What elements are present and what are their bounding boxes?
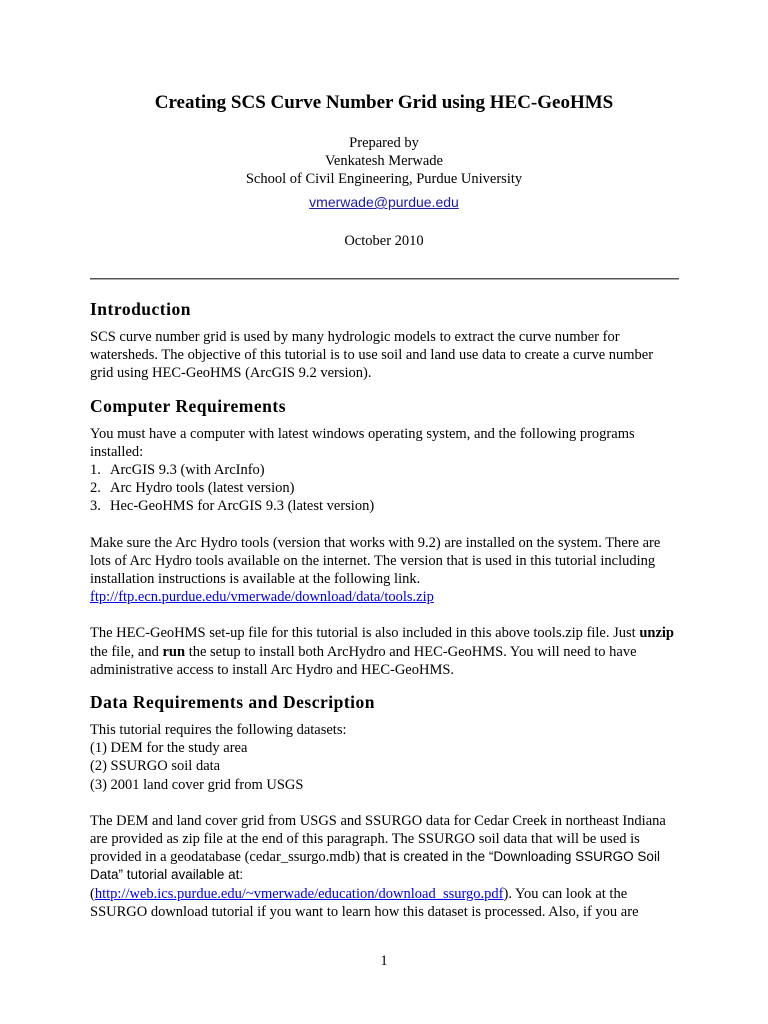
list-item: 1. ArcGIS 9.3 (with ArcInfo) bbox=[90, 462, 265, 479]
run-emphasis: run bbox=[162, 643, 186, 660]
computer-requirements-intro: You must have a computer with latest windows operating system, and the following programs installed: bbox=[90, 425, 635, 460]
ssurgo-tutorial-link[interactable]: http://web.ics.purdue.edu/~vmerwade/education/download_ssurgo.pdf bbox=[94, 885, 504, 902]
author-affiliation: School of Civil Engineering, Purdue University bbox=[245, 171, 523, 187]
tools-download-link[interactable]: ftp://ftp.ecn.purdue.edu/vmerwade/download/data/tools.zip bbox=[90, 589, 434, 606]
arc-hydro-paragraph: Make sure the Arc Hydro tools (version that works with 9.2) are installed on the system. There are lots of Arc Hydro tools available on the internet. The version that is used in this tutorial including installation instructions is available at the following link. ftp://ftp.ecn.purdue.edu/vmerwade/download/data/tools.zip bbox=[90, 534, 661, 606]
header-divider bbox=[90, 278, 679, 280]
list-item: 3. Hec-GeoHMS for ArcGIS 9.3 (latest version) bbox=[90, 498, 375, 515]
email-link[interactable]: vmerwade@purdue.edu bbox=[309, 194, 459, 210]
datasets-list bbox=[90, 739, 680, 794]
list-item: (2) SSURGO soil data bbox=[90, 758, 221, 775]
document-body bbox=[90, 296, 680, 921]
computer-requirements-heading: Computer Requirements bbox=[90, 395, 287, 416]
dataset-description-paragraph: The DEM and land cover grid from USGS and SSURGO data for Cedar Creek in northeast Indiana are provided as zip file at the end of this paragraph. The SSURGO soil data that will be used is provided in a geodatabase (cedar_ssurgo.mdb) that is created in the “Downloading SSURGO Soil Data” tutorial available at: (http://web.ics.purdue.edu/~vmerwade/education/download_ssurgo.pdf). You can look at the SSURGO download tutorial if you want to learn how this dataset is processed. Also, if you are bbox=[90, 812, 666, 920]
introduction-heading: Introduction bbox=[90, 299, 191, 319]
programs-list bbox=[90, 461, 680, 516]
introduction-paragraph: SCS curve number grid is used by many hydrologic models to extract the curve number for watersheds. The objective of this tutorial is to use soil and land use data to create a curve number grid using HEC-GeoHMS (ArcGIS 9.2 version). bbox=[90, 329, 654, 382]
document-title: Creating SCS Curve Number Grid using HEC-GeoHMS bbox=[154, 92, 614, 113]
data-requirements-heading: Data Requirements and Description bbox=[90, 692, 375, 713]
setup-paragraph: The HEC-GeoHMS set-up file for this tutorial is also included in this above tools.zip file. Just unzip the file, and run the setup to install both ArcHydro and HEC-GeoHMS. You will need to have administrative access to install Arc Hydro and HEC-GeoHMS. bbox=[90, 625, 674, 678]
author-name: Venkatesh Merwade bbox=[325, 153, 443, 169]
list-item: (3) 2001 land cover grid from USGS bbox=[90, 776, 304, 793]
document-date: October 2010 bbox=[344, 233, 424, 249]
list-item: (1) DEM for the study area bbox=[90, 740, 248, 757]
unzip-emphasis: unzip bbox=[639, 625, 674, 642]
email-line bbox=[0, 194, 768, 212]
list-item: 2. Arc Hydro tools (latest version) bbox=[90, 480, 295, 497]
data-requirements-intro: This tutorial requires the following datasets: bbox=[90, 722, 347, 739]
page-number: 1 bbox=[380, 953, 388, 969]
prepared-by: Prepared by bbox=[349, 135, 419, 151]
